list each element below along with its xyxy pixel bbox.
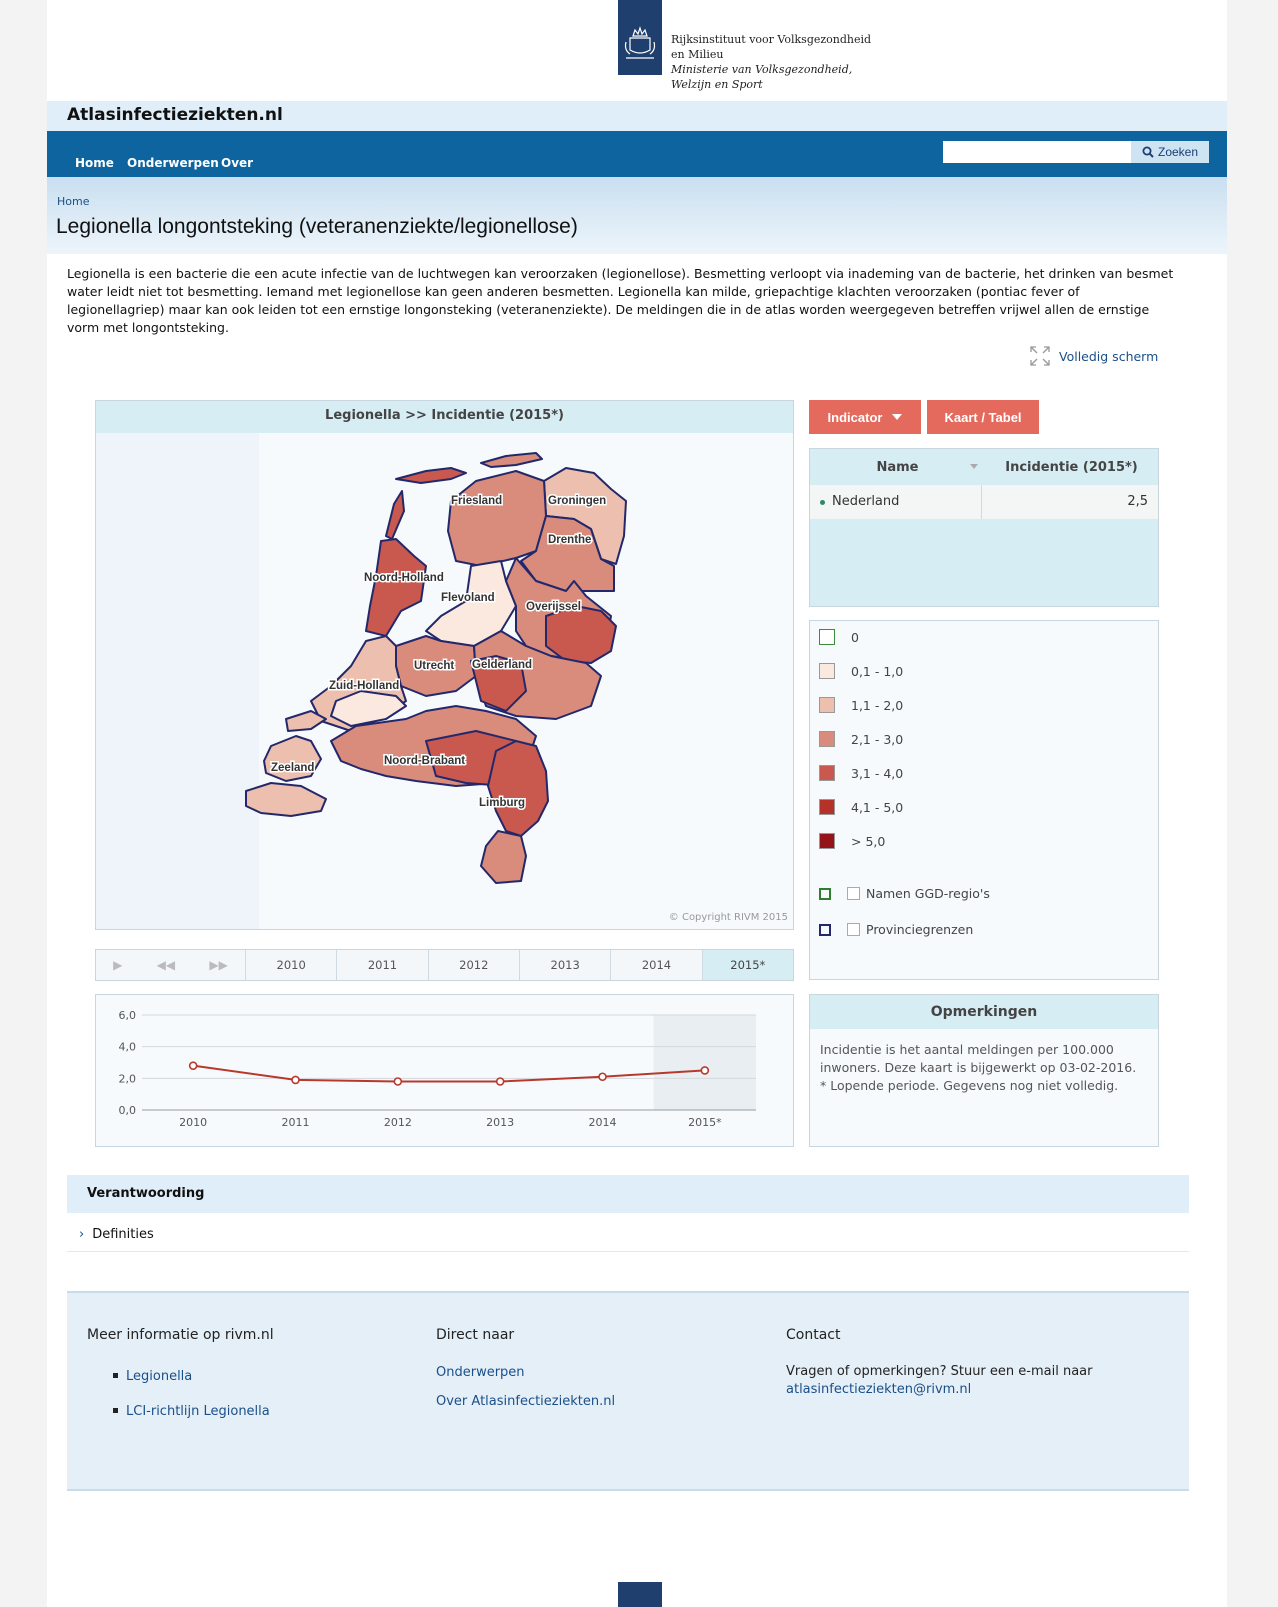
logo-text (671, 32, 911, 92)
year-2010[interactable]: 2010 (246, 950, 337, 980)
current-period-band (654, 1015, 756, 1110)
label-gelderland: Gelderland (472, 659, 533, 671)
legend-label: 2,1 - 3,0 (851, 731, 904, 747)
accountability-heading: Verantwoording (67, 1175, 1189, 1213)
legend-item (819, 731, 903, 747)
label-overijssel: Overijssel (526, 601, 581, 613)
legend-label: 0 (851, 629, 859, 645)
ggd-label: Namen GGD-regio's (866, 886, 990, 901)
remarks-title: Opmerkingen (810, 995, 1158, 1029)
footer-col3-title: Contact (786, 1327, 841, 1343)
bullet-icon (113, 1373, 118, 1378)
footer-col1-title: Meer informatie op rivm.nl (87, 1327, 274, 1343)
breadcrumb[interactable]: Home (57, 195, 90, 208)
toggle-province-borders[interactable] (819, 922, 973, 937)
legend-label: 3,1 - 4,0 (851, 765, 904, 781)
map-table-button[interactable]: Kaart / Tabel (927, 400, 1039, 434)
legend-label: 4,1 - 5,0 (851, 799, 904, 815)
label-utrecht: Utrecht (414, 660, 455, 672)
year-2014[interactable]: 2014 (611, 950, 702, 980)
back-to-top[interactable] (618, 1582, 662, 1607)
fullscreen-button[interactable] (1030, 346, 1158, 366)
search-input[interactable] (943, 141, 1131, 163)
table-row[interactable] (810, 485, 1158, 519)
legend-swatch (819, 629, 835, 645)
search-icon (1142, 146, 1154, 158)
remarks-body (820, 1041, 1150, 1095)
page (47, 0, 1227, 1607)
year-2011[interactable]: 2011 (337, 950, 428, 980)
logo-line-3: Ministerie van Volksgezondheid, (671, 63, 853, 76)
map-panel (95, 400, 794, 930)
legend-label: 1,1 - 2,0 (851, 697, 904, 713)
map-header: Legionella >> Incidentie (2015*) (96, 401, 793, 433)
definitions-toggle[interactable] (67, 1218, 1189, 1252)
label-noord-brabant: Noord-Brabant (384, 755, 466, 767)
legend-item (819, 697, 903, 713)
province-checkbox[interactable] (847, 923, 860, 936)
year-2013[interactable]: 2013 (520, 950, 611, 980)
region-zuid-limburg[interactable] (481, 831, 526, 883)
legend-panel (809, 620, 1159, 980)
label-flevoland: Flevoland (441, 592, 495, 604)
label-limburg: Limburg (479, 797, 525, 809)
region-limburg[interactable] (488, 741, 548, 836)
region-friesland[interactable] (448, 471, 546, 566)
indicator-label: Indicator (827, 409, 883, 425)
region-twente[interactable] (546, 606, 616, 663)
region-wadden-east[interactable] (481, 453, 542, 467)
footer-link-item (113, 1400, 270, 1419)
footer-col2-title: Direct naar (436, 1327, 515, 1343)
x-tick-label: 2011 (281, 1116, 310, 1129)
legend-item (819, 629, 859, 645)
label-zeeland: Zeeland (271, 762, 315, 774)
legend-swatch (819, 731, 835, 747)
forward-icon[interactable]: ▶▶ (209, 958, 228, 972)
legend-label: > 5,0 (851, 833, 886, 849)
label-groningen: Groningen (548, 495, 607, 507)
ggd-checkbox[interactable] (847, 887, 860, 900)
data-point (394, 1078, 401, 1085)
trend-chart-panel (95, 994, 794, 1147)
label-noord-holland: Noord-Holland (364, 572, 444, 584)
rewind-icon[interactable]: ◀◀ (156, 958, 176, 972)
footer-link-lci[interactable]: LCI-richtlijn Legionella (126, 1404, 270, 1419)
netherlands-map[interactable] (96, 401, 793, 929)
nav-onderwerpen[interactable]: Onderwerpen (127, 156, 219, 170)
row-dot-icon (820, 500, 825, 505)
legend-swatch (819, 697, 835, 713)
remarks-text: Incidentie is het aantal meldingen per 100.000 inwoners. Deze kaart is bijgewerkt op 03-02-2016. (820, 1042, 1137, 1075)
search-button[interactable] (1131, 141, 1209, 163)
footer-contact-text: Vragen of opmerkingen? Stuur een e-mail naar (786, 1364, 1093, 1379)
region-wadden[interactable] (396, 468, 466, 483)
timeline-controls (96, 950, 246, 980)
col-value-header[interactable]: Incidentie (2015*) (1005, 459, 1138, 475)
remarks-note: * Lopende periode. Gegevens nog niet volledig. (820, 1078, 1119, 1093)
page-title: Legionella longontsteking (veteranenziekte/legionellose) (56, 215, 578, 238)
site-brand[interactable]: Atlasinfectieziekten.nl (67, 105, 283, 125)
fullscreen-icon (1030, 346, 1050, 366)
legend-swatch (819, 799, 835, 815)
data-point (701, 1067, 708, 1074)
data-point (190, 1062, 197, 1069)
map-copyright: © Copyright RIVM 2015 (668, 912, 788, 923)
footer-link-legionella[interactable]: Legionella (126, 1369, 193, 1384)
crown-logo-icon (618, 0, 662, 75)
dropdown-caret-icon (892, 414, 902, 420)
x-tick-label: 2014 (588, 1116, 617, 1129)
y-tick-label: 2,0 (118, 1072, 136, 1086)
region-zeeland-south[interactable] (246, 783, 326, 816)
data-table (809, 448, 1159, 607)
label-zuid-holland: Zuid-Holland (329, 680, 400, 692)
indicator-button[interactable] (809, 400, 921, 434)
legend-item (819, 765, 903, 781)
data-point (497, 1078, 504, 1085)
year-timeline (95, 949, 794, 981)
definitions-label: Definities (92, 1227, 154, 1242)
province-label: Provinciegrenzen (866, 922, 974, 937)
footer-link-onderwerpen[interactable]: Onderwerpen (436, 1365, 525, 1380)
fullscreen-label: Volledig scherm (1059, 348, 1159, 364)
region-noord-holland[interactable] (366, 539, 426, 636)
play-icon[interactable]: ▶ (113, 958, 123, 972)
label-drenthe: Drenthe (548, 534, 592, 546)
footer-link-item (113, 1365, 192, 1384)
legend-item (819, 833, 885, 849)
row-value: 2,5 (1127, 494, 1148, 509)
toggle-ggd-regions[interactable] (819, 886, 990, 901)
y-tick-label: 4,0 (118, 1040, 136, 1054)
col-name-label: Name (876, 459, 919, 475)
intro-text: Legionella is een bacterie die een acute infectie van de luchtwegen kan veroorzaken (legionellose). Besmetting verloopt via inademing van de bacterie, het drinken van besmet water leidt niet tot besmetting. Iemand met legionellose kan geen anderen besmetten. Legionella kan milde, griepachtige klachten veroorzaken (pontiac fever of legionellagriep) maar kan ook leiden tot een ernstige longonsteking (veteranenziekte). De meldingen die in de atlas worden weergegeven betreffen vrijwel allen de ernstige vorm met longontsteking. (67, 266, 1174, 335)
region-texel[interactable] (386, 491, 404, 539)
nav-home[interactable]: Home (75, 156, 114, 170)
legend-swatch (819, 765, 835, 781)
nav-over[interactable]: Over (221, 156, 254, 170)
rijksoverheid-logo[interactable] (618, 0, 662, 75)
year-2015[interactable]: 2015* (703, 950, 793, 980)
trend-chart (96, 995, 793, 1146)
series-line (193, 1066, 705, 1082)
ggd-border-icon (819, 888, 831, 900)
legend-label: 0,1 - 1,0 (851, 663, 904, 679)
search-button-label: Zoeken (1157, 145, 1199, 159)
x-tick-label: 2012 (383, 1116, 412, 1129)
data-point (599, 1073, 606, 1080)
footer (67, 1291, 1189, 1491)
logo-line-2: en Milieu (671, 48, 724, 61)
col-name-header[interactable] (810, 449, 985, 485)
x-tick-label: 2015* (688, 1116, 722, 1129)
logo-line-4: Welzijn en Sport (671, 78, 763, 91)
row-name: Nederland (832, 494, 900, 509)
legend-item (819, 663, 903, 679)
data-point (292, 1076, 299, 1083)
row-divider (981, 485, 982, 519)
legend-swatch (819, 833, 835, 849)
x-tick-label: 2013 (486, 1116, 515, 1129)
bullet-icon (113, 1408, 118, 1413)
y-tick-label: 0,0 (118, 1104, 136, 1117)
region-zeeland-north[interactable] (264, 736, 321, 781)
y-tick-label: 6,0 (118, 1009, 136, 1022)
label-friesland: Friesland (451, 495, 503, 507)
legend-item (819, 799, 903, 815)
footer-link-over[interactable]: Over Atlasinfectieziekten.nl (436, 1394, 616, 1409)
footer-contact (786, 1363, 1106, 1399)
logo-line-1: Rijksinstituut voor Volksgezondheid (671, 33, 872, 46)
chevron-right-icon: › (79, 1227, 85, 1242)
x-tick-label: 2010 (179, 1116, 208, 1129)
year-2012[interactable]: 2012 (429, 950, 520, 980)
province-border-icon (819, 924, 831, 936)
remarks-panel (809, 994, 1159, 1147)
footer-email-link[interactable]: atlasinfectieziekten@rivm.nl (786, 1382, 972, 1397)
sort-icon (970, 464, 978, 469)
legend-swatch (819, 663, 835, 679)
